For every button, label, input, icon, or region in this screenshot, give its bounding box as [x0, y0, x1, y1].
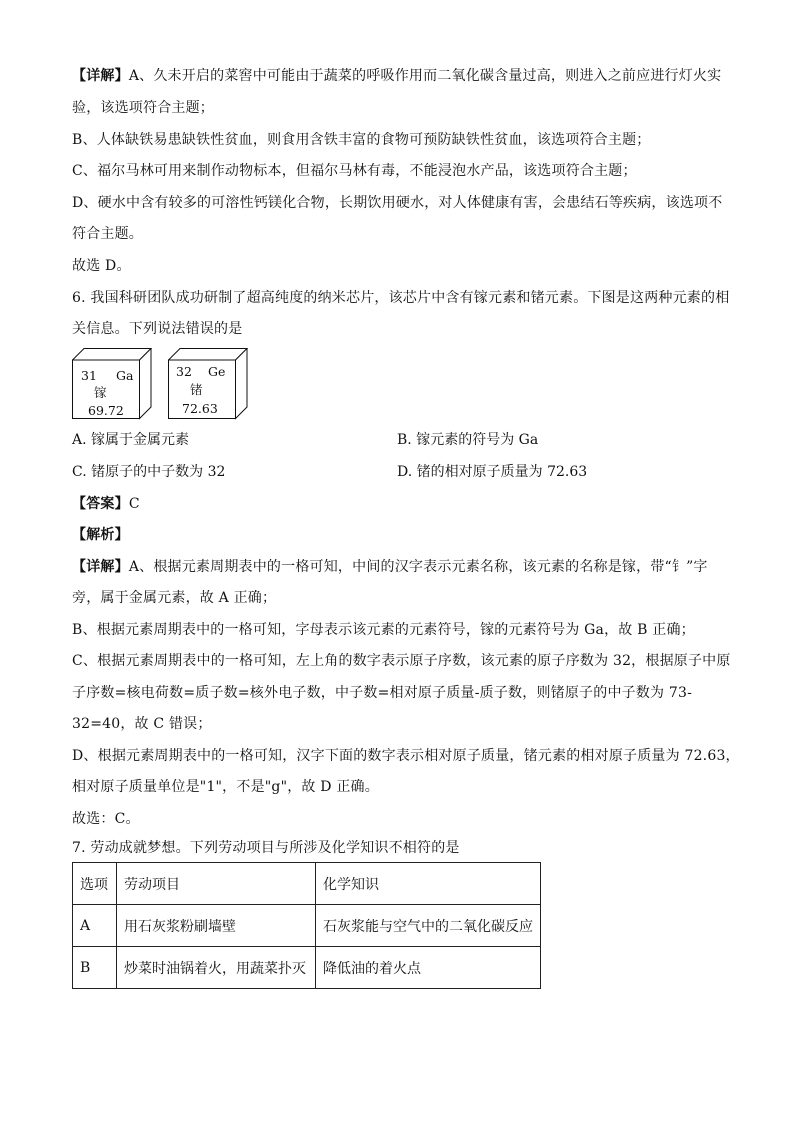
- q5-detail-d-line1: D、硬水中含有较多的可溶性钙镁化合物，长期饮用硬水，对人体健康有害，会患结石等疾病，该选项不: [72, 195, 723, 211]
- table-row: [73, 905, 541, 947]
- option-a: A. 镓属于金属元素: [72, 432, 190, 448]
- q6-answer: [72, 494, 140, 514]
- table-header-row: [73, 863, 541, 905]
- q6-stem-line2: 关信息。下列说法错误的是: [72, 321, 243, 337]
- q6-detail-c-line2: 子序数=核电荷数=质子数=核外电子数，中子数=相对原子质量-质子数，则锗原子的中子数为 73-: [72, 685, 693, 701]
- atomic-mass: 72.63: [182, 401, 218, 416]
- table-cell: B: [73, 947, 117, 989]
- q7-table: [72, 862, 541, 989]
- q5-detail-d-line2: 符合主题。: [72, 226, 143, 242]
- detail-text: A、根据元素周期表中的一格可知，中间的汉字表示元素名称，该元素的名称是镓，带“钅”字: [128, 559, 708, 575]
- answer-value: C: [128, 496, 140, 512]
- element-cell-gallium: [72, 348, 152, 418]
- element-symbol: Ga: [116, 368, 134, 383]
- q6-detail-b: B、根据元素周期表中的一格可知，字母表示该元素的元素符号，镓的元素符号为 Ga，故 B 正确；: [72, 622, 695, 638]
- option-d: D. 锗的相对原子质量为 72.63: [397, 464, 588, 480]
- atomic-mass: 69.72: [88, 403, 124, 418]
- header-option: 选项: [73, 863, 117, 905]
- q6-stem-line1: 6. 我国科研团队成功研制了超高纯度的纳米芯片，该芯片中含有镓元素和锗元素。下图是这两种元素的相: [72, 290, 730, 306]
- table-cell: 炒菜时油锅着火，用蔬菜扑灭: [117, 947, 316, 989]
- atomic-number: 32: [176, 364, 192, 379]
- q5-conclusion: 故选 D。: [72, 258, 131, 274]
- element-symbol: Ge: [208, 364, 226, 379]
- element-name: 镓: [94, 385, 107, 400]
- q6-detail-c-line3: 32=40，故 C 错误；: [72, 716, 212, 732]
- q6-detail-d-line2: 相对原子质量单位是"1"，不是"g"，故 D 正确。: [72, 779, 379, 795]
- element-cell-germanium: [168, 348, 248, 418]
- header-labor-project: 劳动项目: [117, 863, 316, 905]
- table-cell: 石灰浆能与空气中的二氧化碳反应: [316, 905, 541, 947]
- option-b: B. 镓元素的符号为 Ga: [397, 432, 539, 448]
- q6-detail-a-line1: [72, 557, 708, 577]
- q6-detail-a-line2: 旁，属于金属元素，故 A 正确；: [72, 590, 277, 606]
- q6-conclusion: 故选：C。: [72, 811, 140, 827]
- q6-detail-d-line1: D、根据元素周期表中的一格可知，汉字下面的数字表示相对原子质量，锗元素的相对原子质量为 72.63，: [72, 748, 740, 764]
- table-cell: A: [73, 905, 117, 947]
- q6-analysis-label: 【解析】: [72, 527, 129, 543]
- atomic-number: 31: [81, 368, 97, 383]
- table-row: [73, 947, 541, 989]
- header-chem-knowledge: 化学知识: [316, 863, 541, 905]
- detail-label: 【详解】: [72, 68, 129, 84]
- q5-detail-a-line2: 验，该选项符合主题；: [72, 100, 214, 116]
- table-cell: 降低油的着火点: [316, 947, 541, 989]
- q5-detail-c: C、福尔马林可用来制作动物标本，但福尔马林有毒，不能浸泡水产品，该选项符合主题；: [72, 163, 637, 179]
- option-c: C. 锗原子的中子数为 32: [72, 464, 226, 480]
- detail-text: A、久未开启的菜窖中可能由于蔬菜的呼吸作用而二氧化碳含量过高，则进入之前应进行灯火实: [128, 68, 722, 84]
- q6-options-row2: [72, 462, 722, 482]
- q5-detail-a-line1: [72, 66, 721, 86]
- answer-label: 【答案】: [72, 496, 129, 512]
- element-name: 锗: [190, 382, 203, 397]
- detail-label: 【详解】: [72, 559, 129, 575]
- q6-options-row1: [72, 430, 722, 450]
- table-cell: 用石灰浆粉刷墙壁: [117, 905, 316, 947]
- q5-detail-b: B、人体缺铁易患缺铁性贫血，则食用含铁丰富的食物可预防缺铁性贫血，该选项符合主题；: [72, 132, 651, 148]
- q7-stem: 7. 劳动成就梦想。下列劳动项目与所涉及化学知识不相符的是: [72, 840, 460, 856]
- q6-detail-c-line1: C、根据元素周期表中的一格可知，左上角的数字表示原子序数，该元素的原子序数为 32，根据原子中原: [72, 653, 731, 669]
